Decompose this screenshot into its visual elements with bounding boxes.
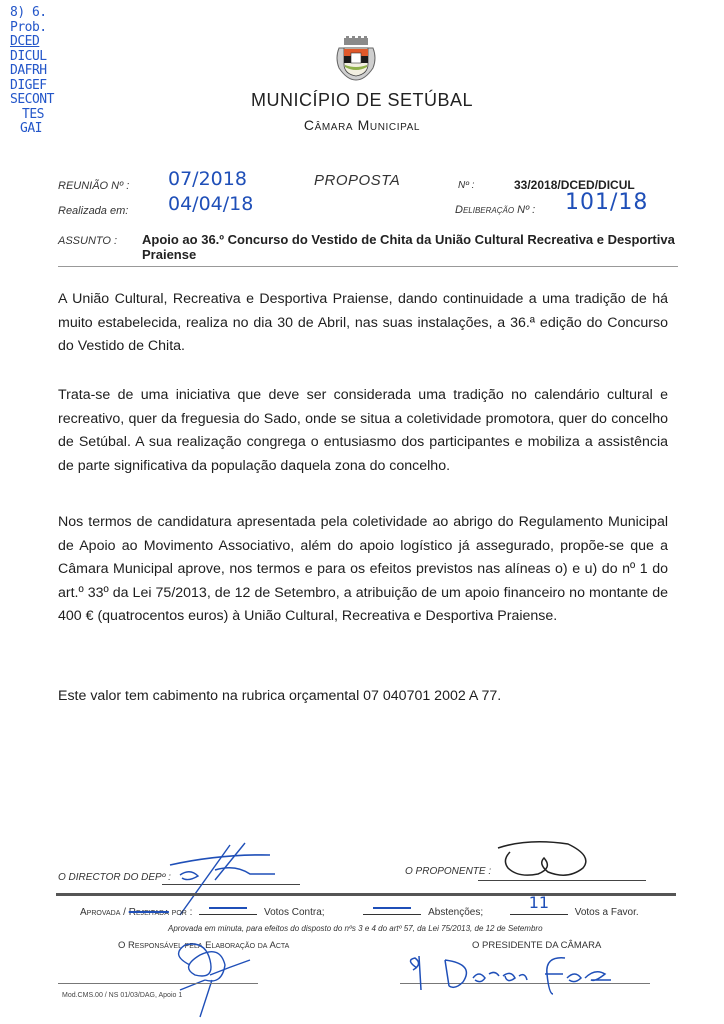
assunto-label: ASSUNTO : [58,235,118,247]
document-number: 33/2018/DCED/DICUL [514,178,635,192]
reuniao-value: 07/2018 [168,168,247,190]
votos-contra-label: Votos Contra; [263,907,325,918]
note-line: GAI [20,121,42,136]
presidente-signature [395,950,635,1000]
note-line: 8) 6. [10,5,47,20]
reuniao-label: REUNIÃO Nº : [58,180,130,192]
director-label: O DIRECTOR DO DEPº : [58,872,171,883]
numero-label: Nº : [458,180,475,191]
coat-of-arms-icon [333,36,379,82]
body-paragraph-1: A União Cultural, Recreativa e Desportiva Praiense, dando continuidade a uma tradição de há muito estabelecida, realiza no dia 30 de Abril, nas suas instalações, a 36.ª edição do Concurso do Vestido de Chita. [58,291,668,354]
votos-favor-field [510,893,568,915]
form-code: Mod.CMS.00 / NS 01/03/DAG, Apoio 1 [62,992,183,999]
presidente-label: O PRESIDENTE DA CÂMARA [472,940,602,951]
realizada-label: Realizada em: [58,205,129,217]
subject-text: Apoio ao 36.º Concurso do Vestido de Chita da União Cultural Recreativa e Desportiva Praiense [142,232,675,262]
votos-favor-value: 11 [528,893,550,912]
note-line: Prob. [10,19,47,35]
proponente-label: O PROPONENTE : [405,866,492,877]
aprovada-label: Aprovada / [80,907,129,918]
doc-type: PROPOSTA [314,172,401,189]
por-label: por : [168,907,193,918]
note-line: DAFRH [10,63,47,78]
header-divider [58,266,678,267]
proponente-signature [488,838,608,882]
body-paragraph-3: Nos termos de candidatura apresentada pela coletividade ao abrigo do Regulamento Municipal de Apoio ao Movimento Associativo, além do apoio logístico já assegurado, propõe-se que a Câmara Municipal aprove, nos termos e para os efeitos previstos nas alíneas o) e u) do nº 1 do art.º 33º da Lei 75/2013, de 12 de Setembro, a atribuição de um apoio financeiro no montante de 400 € (quatrocentos euros) à União Cultural, Recreativa e Desportiva Praiense. [58,514,668,624]
approval-divider [56,893,676,896]
votos-contra-field [363,904,421,915]
responsavel-signature-line [58,983,258,984]
rejeitada-label: Rejeitada [128,907,169,918]
municipality-subtitle: Câmara Municipal [303,117,421,133]
por-field [199,904,257,915]
deliberacao-value: 101/18 [565,190,649,215]
municipality-title: MUNICÍPIO DE SETÚBAL [250,90,474,110]
votos-favor-label: Votos a Favor. [574,907,639,918]
note-line: DCED [10,34,40,49]
abstencoes-label: Abstenções; [428,907,484,918]
responsavel-label: O Responsável pela Elaboração da Acta [118,940,290,951]
note-line: TES [22,106,44,122]
realizada-value: 04/04/18 [168,193,254,215]
responsavel-signature [160,935,280,1020]
minuta-note: Aprovada em minuta, para efeitos do disposto do nºs 3 e 4 do artº 57, da Lei 75/2013, de 12 de Setembro [168,924,543,933]
note-line: SECONT [10,92,54,107]
body-paragraph-2: Trata-se de uma iniciativa que deve ser considerada uma tradição no calendário cultural e recreativo, quer da freguesia do Sado, onde se situa a coletividade promotora, quer do concelho de Setúbal. A sua realização congrega o entusiasmo dos participantes e mobiliza a assistência de parte significativa da população daquela zona do concelho. [58,387,668,474]
deliberacao-label: Deliberação Nº : [455,204,536,216]
approval-row [80,893,639,918]
note-line: DICUL [10,48,47,64]
note-line: DIGEF [10,77,47,93]
body-paragraph-4: Este valor tem cabimento na rubrica orçamental 07 040701 2002 A 77. [58,688,502,704]
